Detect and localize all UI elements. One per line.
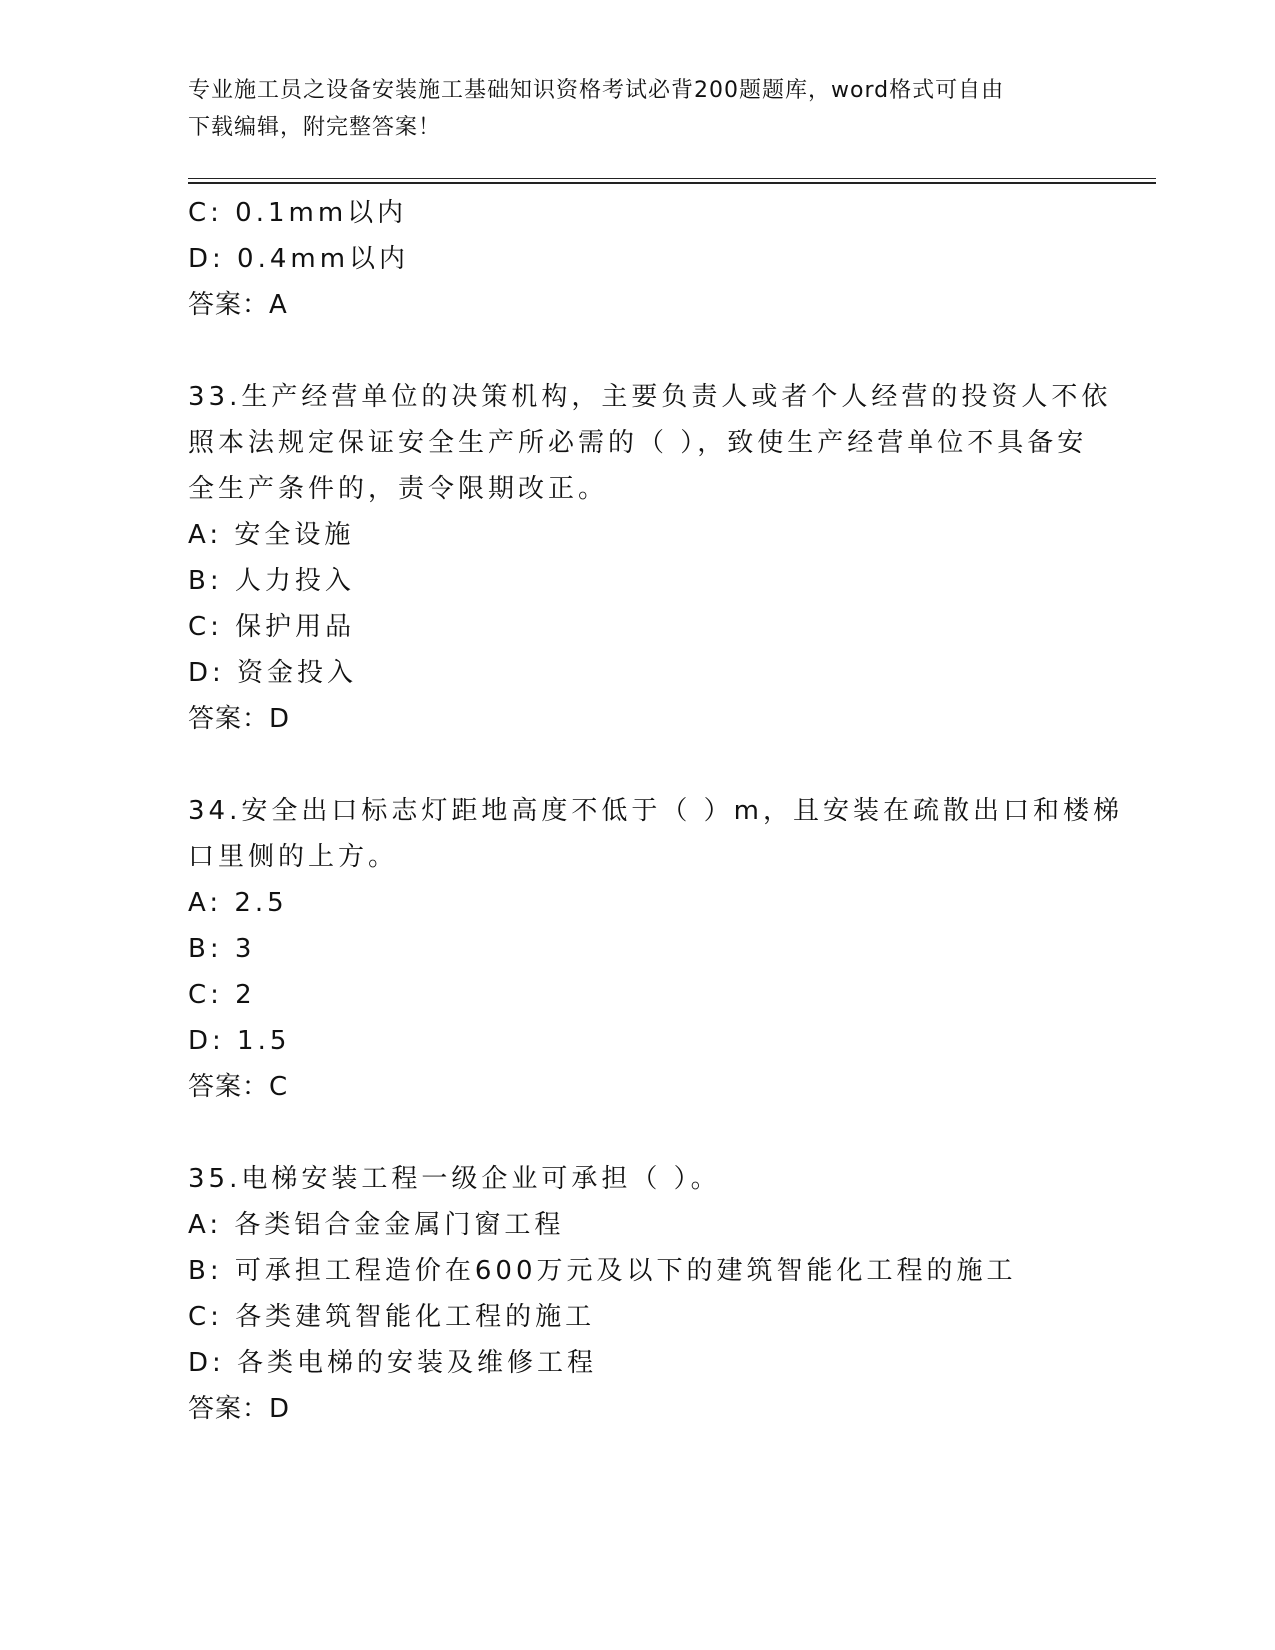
- header-title-line-1: 专业施工员之设备安装施工基础知识资格考试必背200题题库，word格式可自由: [188, 78, 1005, 103]
- question-35-option-c: C: 各类建筑智能化工程的施工: [188, 1302, 596, 1332]
- question-35-stem-line: 35.电梯安装工程一级企业可承担（ ）。: [188, 1164, 721, 1194]
- question-33-stem-line: 33.生产经营单位的决策机构，主要负责人或者个人经营的投资人不依: [188, 382, 1112, 412]
- question-34-option-d: D: 1.5: [188, 1026, 291, 1056]
- question-34-option-a: A: 2.5: [188, 888, 288, 918]
- question-content: [188, 190, 1123, 1432]
- question-34-stem-line: 口里侧的上方。: [188, 842, 399, 872]
- question-33-answer: 答案：D: [188, 704, 291, 734]
- question-33-option-d: D: 资金投入: [188, 658, 358, 688]
- option-d: D: 0.4mm以内: [188, 244, 410, 274]
- question-33-stem-line: 全生产条件的，责令限期改正。: [188, 474, 609, 504]
- question-33-option-a: A: 安全设施: [188, 520, 355, 550]
- question-35-option-b: B: 可承担工程造价在600万元及以下的建筑智能化工程的施工: [188, 1256, 1017, 1286]
- option-c: C: 0.1mm以内: [188, 198, 408, 228]
- question-34-stem-line: 34.安全出口标志灯距地高度不低于（ ）m，且安装在疏散出口和楼梯: [188, 796, 1123, 826]
- question-34-option-c: C: 2: [188, 980, 256, 1010]
- header-title-line-2: 下载编辑，附完整答案！: [188, 115, 442, 140]
- question-35-option-a: A: 各类铝合金金属门窗工程: [188, 1210, 565, 1240]
- header-divider: [188, 178, 1156, 179]
- document-header: [188, 72, 1078, 146]
- header-divider-thick: [188, 182, 1156, 184]
- question-35-option-d: D: 各类电梯的安装及维修工程: [188, 1348, 598, 1378]
- question-35-answer: 答案：D: [188, 1394, 291, 1424]
- question-33-option-b: B: 人力投入: [188, 566, 355, 596]
- answer-line: 答案：A: [188, 290, 288, 320]
- question-34-answer: 答案：C: [188, 1072, 289, 1102]
- question-33-option-c: C: 保护用品: [188, 612, 356, 642]
- question-34-option-b: B: 3: [188, 934, 256, 964]
- question-33-stem-line: 照本法规定保证安全生产所必需的（ ），致使生产经营单位不具备安: [188, 428, 1088, 458]
